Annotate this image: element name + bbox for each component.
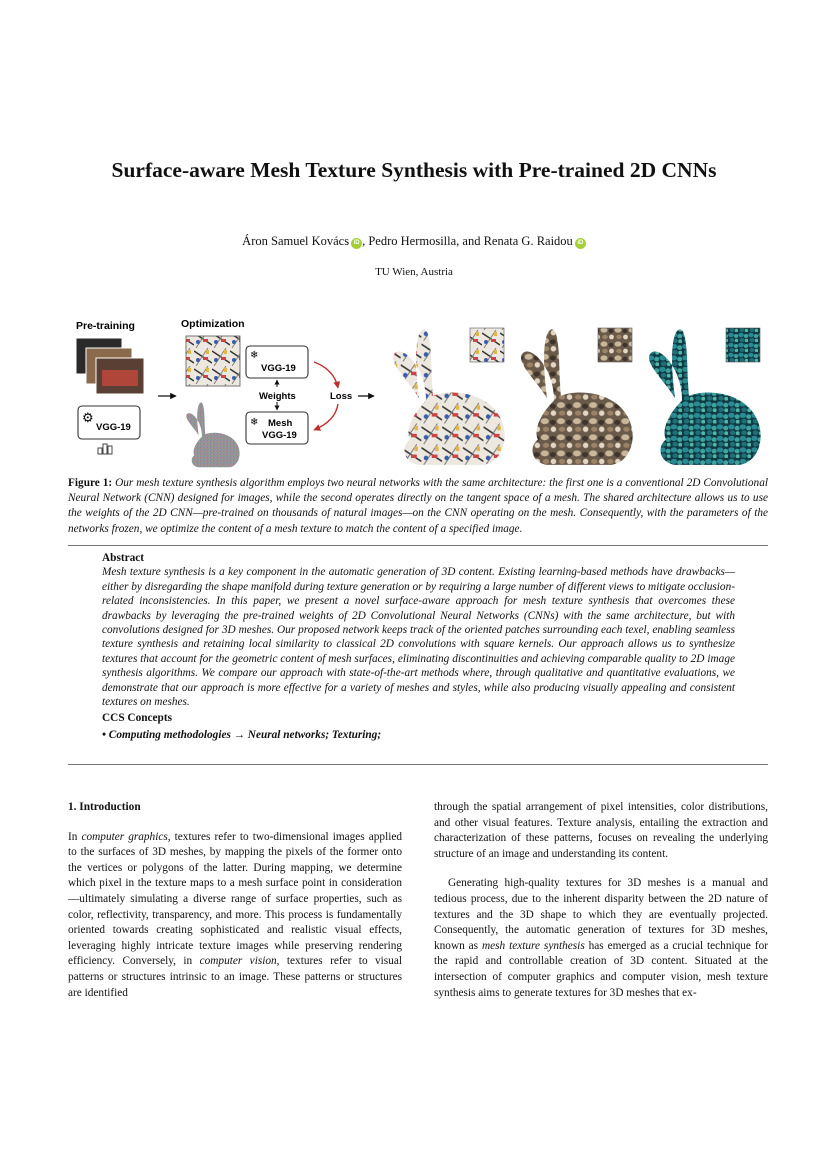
style-image bbox=[186, 336, 240, 386]
column-right bbox=[434, 800, 768, 1001]
vgg-pretrain-label: VGG-19 bbox=[96, 422, 131, 433]
column-left bbox=[68, 800, 402, 1001]
loss-label: Loss bbox=[330, 391, 353, 402]
gear-icon: ⚙ bbox=[82, 410, 94, 425]
paper-title: Surface-aware Mesh Texture Synthesis with Pre-trained 2D CNNs bbox=[111, 158, 717, 182]
intro-paragraph-2: Generating high-quality textures for 3D meshes is a manual and tedious process, due to the inherent disparity between the 2D nature of textures and the 3D shape to which they are eventually projected. Consequently, the automatic generation of textures for 3D meshes, known as mesh texture synthesis has emerged as a crucial technique for the rapid and controllable creation of 3D content. Situated at the intersection of computer graphics and computer vision, mesh texture synthesis aims to generate textures for 3D meshes that ex- bbox=[434, 877, 768, 999]
style-thumb-kandinsky bbox=[470, 328, 504, 362]
author-line bbox=[0, 234, 828, 249]
abstract-text: Mesh texture synthesis is a key component in the automatic generation of 3D content. Existing learning-based methods have drawbacks—either by disregarding the shape manifold during texture generation or by requiring a large number of different views to mitigate occlusion-related inconsistencies. In this paper, we present a novel surface-aware approach for mesh texture synthesis that overcomes these drawbacks by leveraging the pre-trained weights of 2D Convolutional Neural Networks (CNNs) with the same architecture, but with convolutions designed for 3D meshes. Our proposed network keeps track of the oriented patches surrounding each texel, enabling seamless texture synthesis and retaining local similarity to classical 2D convolutions with square kernels. Our approach allows us to synthesize textures that account for the geometric content of mesh surfaces, eliminating discontinuities and achieving comparable quality to 2D image synthesis algorithms. We compare our approach with state-of-the-art methods where, through qualitative and quantitative evaluations, we demonstrate that our approach is more effective for a variety of meshes and styles, while also producing visually appealing and consistent textures on meshes. bbox=[102, 566, 735, 709]
author-1: Áron Samuel Kovács bbox=[242, 234, 350, 248]
rule-bottom bbox=[68, 764, 768, 765]
term-computer-vision: computer vision bbox=[199, 955, 277, 968]
pretraining-label: Pre-training bbox=[76, 320, 135, 332]
figure-caption bbox=[68, 476, 768, 537]
style-thumb-pebbles bbox=[598, 328, 632, 362]
ccs-heading: CCS Concepts bbox=[102, 712, 172, 725]
snowflake-icon: ❄ bbox=[250, 350, 259, 361]
optimization-label: Optimization bbox=[181, 318, 245, 330]
noise-bunny bbox=[186, 402, 239, 467]
section-heading: 1. Introduction bbox=[68, 801, 141, 813]
mesh-vgg-label: VGG-19 bbox=[262, 430, 297, 441]
abstract-heading: Abstract bbox=[102, 552, 145, 564]
style-thumb-teal bbox=[726, 328, 760, 362]
intro-paragraph-1: In computer graphics, textures refer to two-dimensional images applied to the surfaces of 3D meshes, by mapping the pixels of the former onto the vertices or polygons of the latter. During mapping, we determine which pixel in the texture maps to a mesh surface point in consideration—ultimately simulating a diverse range of surface properties, such as color, reflectivity, transparency, and more. This process is fundamentally oriented towards creating sophisticated and realistic visual effects, leveraging highly intricate texture images while preserving rendering efficiency. Conversely, in computer vision, textures refer to visual patterns or structures intrinsic to an image. These patterns or structures are identified bbox=[68, 830, 403, 999]
ccs-item: • Computing methodologies → Neural networks; Texturing; bbox=[102, 728, 382, 741]
loss-arrow-bottom bbox=[314, 404, 338, 430]
caption-label: Figure 1: bbox=[68, 477, 113, 489]
term-computer-graphics: computer graphics bbox=[81, 830, 168, 843]
photo-train bbox=[102, 370, 138, 386]
rule-top bbox=[68, 545, 768, 546]
orcid-icon-2[interactable]: iD bbox=[575, 238, 586, 249]
loss-arrow-top bbox=[314, 362, 338, 388]
author-2-3: , Pedro Hermosilla, and Renata G. Raidou bbox=[362, 234, 573, 248]
snowflake-icon-2: ❄ bbox=[250, 417, 259, 428]
weights-label: Weights bbox=[259, 391, 296, 402]
orcid-icon[interactable]: iD bbox=[351, 238, 362, 249]
intro-paragraph-1-cont: through the spatial arrangement of pixel intensities, color distributions, and other visual features. Texture analysis, entailing the extraction and characterization of these patterns, focuses on revealing the underlying structure of an image and understanding its content. bbox=[434, 801, 768, 860]
affiliation: TU Wien, Austria bbox=[375, 266, 453, 278]
teaser-figure bbox=[68, 312, 768, 472]
term-mesh-texture-synthesis: mesh texture synthesis bbox=[481, 939, 585, 952]
caption-text: Our mesh texture synthesis algorithm employs two neural networks with the same architecture: the first one is a conventional 2D Convolutional Neural Network (CNN) designed for images, while the second operates directly on the tangent space of a mesh. The shared architecture allows us to use the weights of the 2D CNN—pre-trained on thousands of natural images—on the CNN operating on the mesh. Consequently, with the parameters of the networks frozen, we optimize the content of a mesh texture to match the content of a specified image. bbox=[68, 477, 768, 535]
database-icon bbox=[98, 444, 112, 454]
mesh-label: Mesh bbox=[268, 418, 293, 429]
vgg-top-label: VGG-19 bbox=[261, 363, 296, 374]
abstract-block bbox=[102, 551, 735, 742]
